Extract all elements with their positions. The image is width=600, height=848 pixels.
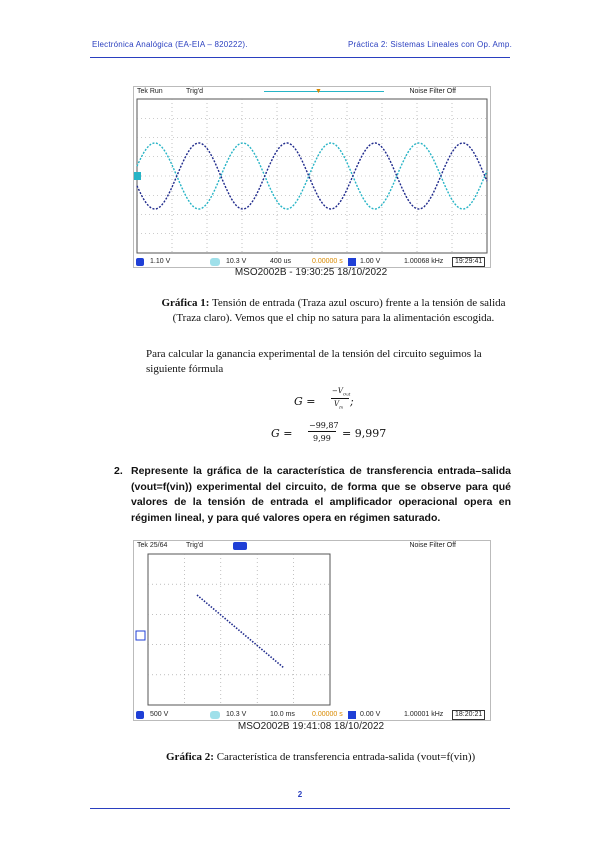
scope1-ch2: 10.3 V — [226, 258, 247, 265]
formula2-numerator: −99,87 — [309, 421, 339, 430]
scope2-xy-plot — [134, 551, 490, 708]
page-number: 2 — [297, 790, 303, 799]
formula2-rhs: = 9,997 — [342, 427, 387, 440]
formula2-lhs: G = — [271, 427, 293, 440]
header-right: Práctica 2: Sistemas Lineales con Op. Amp. — [347, 40, 512, 49]
header-rule — [90, 57, 510, 58]
scope1-clock: 19:29:41 — [452, 257, 485, 267]
scope2-bottom-bar — [134, 710, 490, 720]
ch2-marker-icon — [134, 172, 141, 180]
header-left: Electrónica Analógica (EA-EIA – 820222). — [92, 40, 248, 49]
scope1-top-bar — [134, 87, 490, 97]
scope2-clock: 18:20:21 — [452, 710, 485, 720]
trigger-source-icon — [348, 711, 356, 719]
formula1-den: V — [334, 400, 340, 408]
scope2-trig-level: 0.00 V — [360, 711, 381, 718]
caption-1 — [156, 296, 511, 326]
formula2-denominator: 9,99 — [313, 434, 331, 443]
scope2-noise: Noise Filter Off — [409, 542, 456, 549]
trigger-marker-icon — [233, 542, 247, 550]
scope2-trig: Trig'd — [186, 542, 204, 549]
ch2-badge-icon — [210, 258, 220, 266]
ch1-marker-icon — [136, 631, 145, 640]
caption-2-label: Gráfica 2: — [166, 751, 214, 763]
scope1-trigger-bar — [264, 91, 384, 92]
scope2-top-bar — [134, 541, 490, 551]
scope1-footer: MSO2002B - 19:30:25 18/10/2022 — [234, 267, 388, 278]
scope2-time: 10.0 ms — [270, 711, 295, 718]
scope1-trig: Trig'd — [186, 88, 204, 95]
caption-1-label: Gráfica 1: — [161, 297, 210, 309]
question-text: Represente la gráfica de la característica de transferencia entrada–salida (vout=f(vin)) experimental del circuito, de forma que se observe para qué valores de la tensión de entrada el amplificador operacional opera en régimen lineal, y para qué valores opera en régimen saturado. — [131, 465, 511, 524]
formula1-lhs: G = — [294, 395, 316, 408]
caption-2 — [166, 750, 506, 765]
formula1-num-sub: Out — [342, 391, 351, 397]
scope1-bottom-bar — [134, 257, 490, 267]
scope1-freq: 1.00068 kHz — [404, 258, 444, 265]
formula1-denominator — [334, 397, 343, 414]
formula1-end: ; — [350, 395, 354, 408]
scope2-freq: 1.00001 kHz — [404, 711, 444, 718]
scope2-footer: MSO2002B 19:41:08 18/10/2022 — [237, 721, 385, 732]
ch1-badge-icon — [136, 711, 144, 719]
scope2-ch1: 500 V — [150, 711, 169, 718]
scope1-time: 400 us — [270, 258, 292, 265]
scope1-trig-level: 1.00 V — [360, 258, 381, 265]
scope2-offset: 0.00000 s — [312, 711, 343, 718]
scope2-ch2: 10.3 V — [226, 711, 247, 718]
ch1-badge-icon — [136, 258, 144, 266]
transfer-characteristic-trace — [197, 595, 284, 668]
ch2-badge-icon — [210, 711, 220, 719]
caption-2-text: Característica de transferencia entrada-salida (vout=f(vin)) — [216, 751, 476, 763]
scope2-status: Tek 25/64 — [137, 542, 168, 549]
oscilloscope-capture-2 — [133, 540, 491, 721]
scope1-ch1: 1.10 V — [150, 258, 171, 265]
formula1-den-sub: In — [339, 404, 344, 410]
footer-rule — [90, 808, 510, 809]
scope1-waveform — [134, 97, 490, 255]
oscilloscope-capture-1 — [133, 86, 491, 268]
paragraph-gain: Para calcular la ganancia experimental de la tensión del circuito seguimos la siguiente fórmula — [146, 348, 482, 375]
scope1-noise: Noise Filter Off — [409, 88, 456, 95]
question-number: 2. — [114, 465, 123, 477]
trigger-marker-icon: ▼ — [315, 88, 322, 95]
caption-1-text: Tensión de entrada (Traza azul oscuro) frente a la tensión de salida (Traza claro). Vemos que el chip no satura para la alimentación escogida. — [172, 297, 506, 324]
scope1-status: Tek Run — [137, 88, 163, 95]
trigger-source-icon — [348, 258, 356, 266]
formula1-num: −V — [332, 387, 343, 395]
scope1-offset: 0.00000 s — [312, 258, 343, 265]
